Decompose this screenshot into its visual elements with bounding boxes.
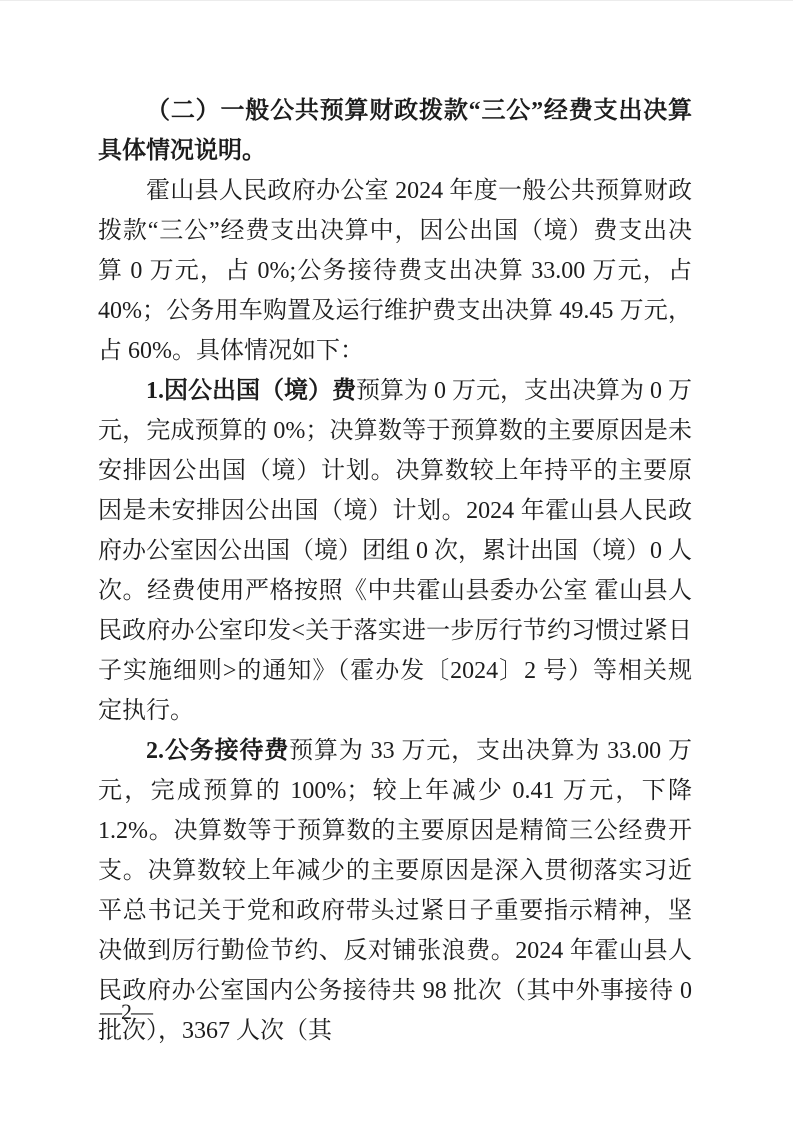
section-heading: （二）一般公共预算财政拨款“三公”经费支出决算具体情况说明。 [98,98,692,164]
paragraph-item1 [98,371,692,731]
item2-text: 预算为 33 万元，支出决算为 33.00 万元，完成预算的 100%；较上年减少 0.41 万元，下降 1.2%。决算数等于预算数的主要原因是精简三公经费开支。决算数较上年减少的主要原因是深入贯彻落实习近平总书记关于党和政府带头过紧日子重要指示精神，坚决做到厉行勤俭节约、反对铺张浪费。2024 年霍山县人民政府办公室国内公务接待共 98 批次（其中外事接待 0 批次），3367 人次（其 [98,738,693,1044]
item1-lead-label: 1.因公出国（境）费 [146,378,356,404]
paragraph-item2 [98,731,692,1051]
item2-lead-label: 2.公务接待费 [146,738,290,764]
paragraph-overview: 霍山县人民政府办公室 2024 年度一般公共预算财政拨款“三公”经费支出决算中，因公出国（境）费支出决算 0 万元，占 0%;公务接待费支出决算 33.00 万元，占 40%；公务用车购置及运行维护费支出决算 49.45 万元，占 60%。具体情况如下： [98,178,692,364]
item1-text: 预算为 0 万元，支出决算为 0 万元，完成预算的 0%；决算数等于预算数的主要原因是未安排因公出国（境）计划。决算数较上年持平的主要原因是未安排因公出国（境）计划。2024 年霍山县人民政府办公室因公出国（境）团组 0 次，累计出国（境）0 人次。经费使用严格按照《中共霍山县委办公室 霍山县人民政府办公室印发<关于落实进一步厉行节约习惯过紧日子实施细则>的通知》（霍办发〔2024〕2 号）等相关规定执行。 [98,378,692,724]
page-number: —2— [100,999,152,1024]
document-body [98,91,692,1051]
